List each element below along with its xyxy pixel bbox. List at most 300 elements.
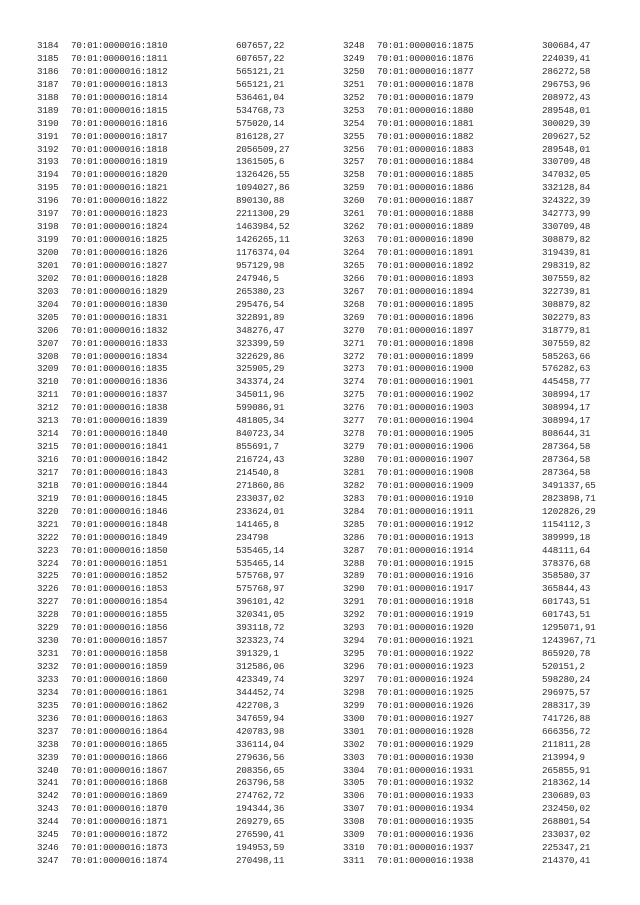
cadastral-value: 391329,1	[236, 648, 279, 660]
cadastral-value: 565121,21	[236, 78, 285, 90]
cadastral-number: 70:01:0000016:1903	[377, 402, 474, 414]
cadastral-value: 307559,82	[542, 272, 591, 284]
record-row	[37, 558, 337, 571]
cadastral-number: 70:01:0000016:1853	[71, 583, 168, 595]
cadastral-number: 70:01:0000016:1851	[71, 557, 168, 569]
record-index: 3297	[343, 673, 365, 685]
cadastral-number: 70:01:0000016:1933	[377, 790, 474, 802]
cadastral-number: 70:01:0000016:1825	[71, 234, 168, 246]
record-index: 3300	[343, 712, 365, 724]
record-row	[37, 338, 337, 351]
record-index: 3294	[343, 635, 365, 647]
record-index: 3293	[343, 622, 365, 634]
record-row	[343, 855, 640, 868]
cadastral-number: 70:01:0000016:1904	[377, 415, 474, 427]
record-row	[37, 532, 337, 545]
cadastral-number: 70:01:0000016:1812	[71, 65, 168, 77]
record-row	[37, 790, 337, 803]
record-row	[37, 156, 337, 169]
record-row	[343, 739, 640, 752]
record-index: 3222	[37, 531, 59, 543]
cadastral-value: 318779,81	[542, 324, 591, 336]
cadastral-value: 296753,96	[542, 78, 591, 90]
record-index: 3273	[343, 363, 365, 375]
record-row	[343, 92, 640, 105]
record-row	[343, 273, 640, 286]
record-index: 3223	[37, 544, 59, 556]
cadastral-value: 230689,03	[542, 790, 591, 802]
record-index: 3184	[37, 40, 59, 51]
cadastral-number: 70:01:0000016:1894	[377, 285, 474, 297]
record-index: 3217	[37, 466, 59, 478]
cadastral-number: 70:01:0000016:1936	[377, 829, 474, 841]
record-index: 3264	[343, 247, 365, 258]
cadastral-number: 70:01:0000016:1922	[377, 648, 474, 660]
cadastral-number: 70:01:0000016:1902	[377, 389, 474, 401]
record-row	[37, 118, 337, 131]
cadastral-value: 393118,72	[236, 622, 285, 634]
record-row	[37, 428, 337, 441]
record-row	[37, 506, 337, 519]
record-row	[343, 532, 640, 545]
cadastral-value: 1361505,6	[236, 156, 285, 168]
record-index: 3200	[37, 247, 59, 258]
cadastral-value: 345011,96	[236, 389, 285, 401]
cadastral-value: 2211300,29	[236, 208, 290, 220]
cadastral-value: 302279,83	[542, 311, 591, 323]
cadastral-number: 70:01:0000016:1869	[71, 790, 168, 802]
cadastral-value: 332128,84	[542, 182, 591, 194]
cadastral-number: 70:01:0000016:1901	[377, 376, 474, 388]
record-index: 3212	[37, 402, 59, 414]
record-row	[37, 273, 337, 286]
cadastral-number: 70:01:0000016:1886	[377, 182, 474, 194]
record-row	[37, 467, 337, 480]
record-row	[343, 247, 640, 260]
record-index: 3245	[37, 829, 59, 841]
cadastral-number: 70:01:0000016:1910	[377, 492, 474, 504]
cadastral-value: 322739,81	[542, 285, 591, 297]
cadastral-value: 347032,05	[542, 169, 591, 181]
cadastral-value: 274762,72	[236, 790, 285, 802]
cadastral-value: 270498,11	[236, 855, 285, 867]
record-row	[343, 454, 640, 467]
cadastral-number: 70:01:0000016:1912	[377, 518, 474, 530]
cadastral-value: 218362,14	[542, 777, 591, 789]
cadastral-value: 1326426,55	[236, 169, 290, 181]
record-row	[343, 260, 640, 273]
record-index: 3239	[37, 751, 59, 763]
cadastral-value: 322891,89	[236, 311, 285, 323]
record-row	[37, 363, 337, 376]
record-index: 3208	[37, 350, 59, 362]
cadastral-number: 70:01:0000016:1815	[71, 104, 168, 116]
record-index: 3229	[37, 622, 59, 634]
cadastral-value: 289548,01	[542, 104, 591, 116]
record-row	[343, 480, 640, 493]
cadastral-number: 70:01:0000016:1915	[377, 557, 474, 569]
cadastral-number: 70:01:0000016:1858	[71, 648, 168, 660]
record-index: 3215	[37, 441, 59, 453]
cadastral-number: 70:01:0000016:1884	[377, 156, 474, 168]
record-row	[37, 182, 337, 195]
cadastral-value: 445458,77	[542, 376, 591, 388]
cadastral-value: 534768,73	[236, 104, 285, 116]
cadastral-value: 423349,74	[236, 673, 285, 685]
cadastral-value: 344452,74	[236, 686, 285, 698]
record-index: 3240	[37, 764, 59, 776]
record-row	[37, 40, 337, 53]
cadastral-number: 70:01:0000016:1881	[377, 117, 474, 129]
cadastral-value: 1094027,86	[236, 182, 290, 194]
record-row	[343, 609, 640, 622]
cadastral-number: 70:01:0000016:1879	[377, 91, 474, 103]
cadastral-value: 1463984,52	[236, 221, 290, 233]
record-index: 3275	[343, 389, 365, 401]
cadastral-number: 70:01:0000016:1924	[377, 673, 474, 685]
record-index: 3224	[37, 557, 59, 569]
record-row	[37, 441, 337, 454]
cadastral-value: 232450,02	[542, 803, 591, 815]
cadastral-value: 2056509,27	[236, 143, 290, 155]
record-row	[37, 829, 337, 842]
record-row	[343, 208, 640, 221]
cadastral-value: 343374,24	[236, 376, 285, 388]
record-index: 3188	[37, 91, 59, 103]
record-row	[37, 583, 337, 596]
cadastral-value: 378376,68	[542, 557, 591, 569]
record-index: 3196	[37, 195, 59, 207]
record-index: 3289	[343, 570, 365, 582]
cadastral-value: 295476,54	[236, 298, 285, 310]
cadastral-number: 70:01:0000016:1836	[71, 376, 168, 388]
cadastral-number: 70:01:0000016:1835	[71, 363, 168, 375]
record-row	[343, 169, 640, 182]
record-row	[343, 118, 640, 131]
record-row	[343, 415, 640, 428]
record-row	[343, 53, 640, 66]
record-row	[343, 221, 640, 234]
cadastral-number: 70:01:0000016:1929	[377, 738, 474, 750]
record-index: 3192	[37, 143, 59, 155]
cadastral-number: 70:01:0000016:1896	[377, 311, 474, 323]
record-index: 3268	[343, 298, 365, 310]
cadastral-value: 322629,86	[236, 350, 285, 362]
record-index: 3305	[343, 777, 365, 789]
cadastral-value: 420783,98	[236, 725, 285, 737]
cadastral-value: 348276,47	[236, 324, 285, 336]
record-index: 3262	[343, 221, 365, 233]
cadastral-number: 70:01:0000016:1905	[377, 428, 474, 440]
cadastral-value: 308994,17	[542, 415, 591, 427]
record-row	[343, 286, 640, 299]
cadastral-value: 389999,18	[542, 531, 591, 543]
cadastral-value: 1202826,29	[542, 505, 596, 517]
record-row	[343, 726, 640, 739]
cadastral-number: 70:01:0000016:1842	[71, 454, 168, 465]
record-index: 3238	[37, 738, 59, 750]
cadastral-value: 607657,22	[236, 52, 285, 64]
record-index: 3206	[37, 324, 59, 336]
cadastral-value: 298319,82	[542, 259, 591, 271]
record-row	[343, 234, 640, 247]
record-row	[37, 195, 337, 208]
record-index: 3283	[343, 492, 365, 504]
cadastral-number: 70:01:0000016:1813	[71, 78, 168, 90]
record-row	[37, 661, 337, 674]
cadastral-number: 70:01:0000016:1878	[377, 78, 474, 90]
record-row	[343, 713, 640, 726]
record-index: 3226	[37, 583, 59, 595]
record-index: 3265	[343, 259, 365, 271]
cadastral-number: 70:01:0000016:1921	[377, 635, 474, 647]
cadastral-number: 70:01:0000016:1877	[377, 65, 474, 77]
record-row	[37, 493, 337, 506]
record-index: 3246	[37, 842, 59, 854]
cadastral-number: 70:01:0000016:1920	[377, 622, 474, 634]
cadastral-value: 741726,88	[542, 712, 591, 724]
cadastral-value: 601743,51	[542, 596, 591, 608]
record-row	[37, 765, 337, 778]
cadastral-value: 288317,39	[542, 699, 591, 711]
cadastral-number: 70:01:0000016:1811	[71, 52, 168, 64]
cadastral-number: 70:01:0000016:1889	[377, 221, 474, 233]
cadastral-number: 70:01:0000016:1810	[71, 40, 168, 51]
cadastral-value: 233037,02	[236, 492, 285, 504]
cadastral-value: 233624,01	[236, 505, 285, 517]
record-index: 3309	[343, 829, 365, 841]
record-index: 3284	[343, 505, 365, 517]
record-row	[343, 829, 640, 842]
record-index: 3203	[37, 285, 59, 297]
records-column-left	[37, 40, 337, 868]
record-index: 3225	[37, 570, 59, 582]
record-index: 3295	[343, 648, 365, 660]
cadastral-number: 70:01:0000016:1863	[71, 712, 168, 724]
record-row	[37, 221, 337, 234]
record-index: 3237	[37, 725, 59, 737]
record-row	[343, 596, 640, 609]
record-index: 3276	[343, 402, 365, 414]
cadastral-value: 300684,47	[542, 40, 591, 51]
record-index: 3243	[37, 803, 59, 815]
record-row	[37, 855, 337, 868]
record-row	[37, 609, 337, 622]
cadastral-number: 70:01:0000016:1821	[71, 182, 168, 194]
cadastral-value: 208972,43	[542, 91, 591, 103]
cadastral-value: 3491337,65	[542, 479, 596, 491]
cadastral-number: 70:01:0000016:1862	[71, 699, 168, 711]
record-index: 3230	[37, 635, 59, 647]
record-row	[37, 376, 337, 389]
record-index: 3254	[343, 117, 365, 129]
record-index: 3259	[343, 182, 365, 194]
record-row	[37, 299, 337, 312]
record-row	[343, 105, 640, 118]
record-row	[343, 570, 640, 583]
record-index: 3202	[37, 272, 59, 284]
cadastral-value: 247946,5	[236, 272, 279, 284]
record-index: 3311	[343, 855, 365, 867]
record-row	[343, 389, 640, 402]
cadastral-number: 70:01:0000016:1882	[377, 130, 474, 142]
record-row	[37, 105, 337, 118]
cadastral-value: 279636,56	[236, 751, 285, 763]
cadastral-value: 330709,48	[542, 156, 591, 168]
record-row	[37, 726, 337, 739]
cadastral-number: 70:01:0000016:1850	[71, 544, 168, 556]
cadastral-value: 307559,82	[542, 337, 591, 349]
record-row	[37, 92, 337, 105]
record-row	[343, 376, 640, 389]
cadastral-number: 70:01:0000016:1849	[71, 531, 168, 543]
cadastral-number: 70:01:0000016:1826	[71, 247, 168, 258]
cadastral-value: 890130,88	[236, 195, 285, 207]
record-row	[343, 195, 640, 208]
cadastral-value: 312586,06	[236, 661, 285, 672]
cadastral-value: 320341,05	[236, 609, 285, 621]
record-index: 3247	[37, 855, 59, 867]
cadastral-value: 296975,57	[542, 686, 591, 698]
cadastral-number: 70:01:0000016:1823	[71, 208, 168, 220]
record-row	[37, 260, 337, 273]
cadastral-number: 70:01:0000016:1831	[71, 311, 168, 323]
record-index: 3210	[37, 376, 59, 388]
record-index: 3253	[343, 104, 365, 116]
cadastral-number: 70:01:0000016:1867	[71, 764, 168, 776]
record-index: 3194	[37, 169, 59, 181]
record-row	[37, 325, 337, 338]
cadastral-value: 308879,82	[542, 298, 591, 310]
record-index: 3236	[37, 712, 59, 724]
record-index: 3261	[343, 208, 365, 220]
record-row	[343, 583, 640, 596]
cadastral-number: 70:01:0000016:1934	[377, 803, 474, 815]
record-row	[37, 454, 337, 467]
cadastral-number: 70:01:0000016:1833	[71, 337, 168, 349]
cadastral-number: 70:01:0000016:1926	[377, 699, 474, 711]
cadastral-value: 1243967,71	[542, 635, 596, 647]
cadastral-number: 70:01:0000016:1919	[377, 609, 474, 621]
record-row	[37, 777, 337, 790]
record-index: 3280	[343, 454, 365, 465]
record-index: 3292	[343, 609, 365, 621]
record-index: 3282	[343, 479, 365, 491]
record-row	[343, 312, 640, 325]
record-index: 3191	[37, 130, 59, 142]
record-index: 3299	[343, 699, 365, 711]
record-index: 3271	[343, 337, 365, 349]
cadastral-value: 265855,91	[542, 764, 591, 776]
record-index: 3241	[37, 777, 59, 789]
cadastral-number: 70:01:0000016:1897	[377, 324, 474, 336]
record-row	[343, 338, 640, 351]
record-index: 3252	[343, 91, 365, 103]
cadastral-value: 214540,8	[236, 466, 279, 478]
cadastral-number: 70:01:0000016:1932	[377, 777, 474, 789]
record-index: 3257	[343, 156, 365, 168]
cadastral-number: 70:01:0000016:1935	[377, 816, 474, 828]
cadastral-number: 70:01:0000016:1887	[377, 195, 474, 207]
record-index: 3205	[37, 311, 59, 323]
record-row	[343, 816, 640, 829]
cadastral-value: 287364,58	[542, 454, 591, 465]
record-index: 3269	[343, 311, 365, 323]
record-row	[343, 79, 640, 92]
record-index: 3287	[343, 544, 365, 556]
record-row	[343, 493, 640, 506]
cadastral-value: 840723,34	[236, 428, 285, 440]
cadastral-value: 481805,34	[236, 415, 285, 427]
record-row	[343, 661, 640, 674]
cadastral-number: 70:01:0000016:1891	[377, 247, 474, 258]
record-index: 3199	[37, 234, 59, 246]
record-index: 3278	[343, 428, 365, 440]
cadastral-number: 70:01:0000016:1861	[71, 686, 168, 698]
record-index: 3302	[343, 738, 365, 750]
record-row	[343, 40, 640, 53]
record-row	[37, 648, 337, 661]
cadastral-value: 276590,41	[236, 829, 285, 841]
record-index: 3235	[37, 699, 59, 711]
record-index: 3211	[37, 389, 59, 401]
record-row	[343, 752, 640, 765]
cadastral-number: 70:01:0000016:1846	[71, 505, 168, 517]
cadastral-number: 70:01:0000016:1900	[377, 363, 474, 375]
record-index: 3251	[343, 78, 365, 90]
record-row	[343, 131, 640, 144]
cadastral-value: 271860,86	[236, 479, 285, 491]
record-index: 3221	[37, 518, 59, 530]
cadastral-number: 70:01:0000016:1914	[377, 544, 474, 556]
record-row	[37, 700, 337, 713]
record-row	[37, 131, 337, 144]
record-row	[37, 234, 337, 247]
cadastral-number: 70:01:0000016:1827	[71, 259, 168, 271]
record-index: 3213	[37, 415, 59, 427]
record-row	[37, 351, 337, 364]
record-row	[37, 66, 337, 79]
cadastral-value: 216724,43	[236, 454, 285, 465]
record-row	[343, 325, 640, 338]
record-index: 3189	[37, 104, 59, 116]
record-row	[343, 803, 640, 816]
record-index: 3219	[37, 492, 59, 504]
record-index: 3258	[343, 169, 365, 181]
record-index: 3234	[37, 686, 59, 698]
cadastral-value: 342773,99	[542, 208, 591, 220]
cadastral-value: 598280,24	[542, 673, 591, 685]
record-index: 3220	[37, 505, 59, 517]
record-row	[37, 635, 337, 648]
cadastral-number: 70:01:0000016:1870	[71, 803, 168, 815]
cadastral-value: 286272,58	[542, 65, 591, 77]
cadastral-number: 70:01:0000016:1908	[377, 466, 474, 478]
record-index: 3227	[37, 596, 59, 608]
cadastral-number: 70:01:0000016:1890	[377, 234, 474, 246]
record-index: 3296	[343, 661, 365, 672]
record-row	[343, 687, 640, 700]
cadastral-value: 1176374,04	[236, 247, 290, 258]
record-row	[37, 402, 337, 415]
cadastral-value: 194344,36	[236, 803, 285, 815]
record-row	[343, 674, 640, 687]
cadastral-number: 70:01:0000016:1854	[71, 596, 168, 608]
cadastral-value: 234798	[236, 531, 269, 543]
record-index: 3207	[37, 337, 59, 349]
cadastral-value: 209627,52	[542, 130, 591, 142]
record-index: 3218	[37, 479, 59, 491]
